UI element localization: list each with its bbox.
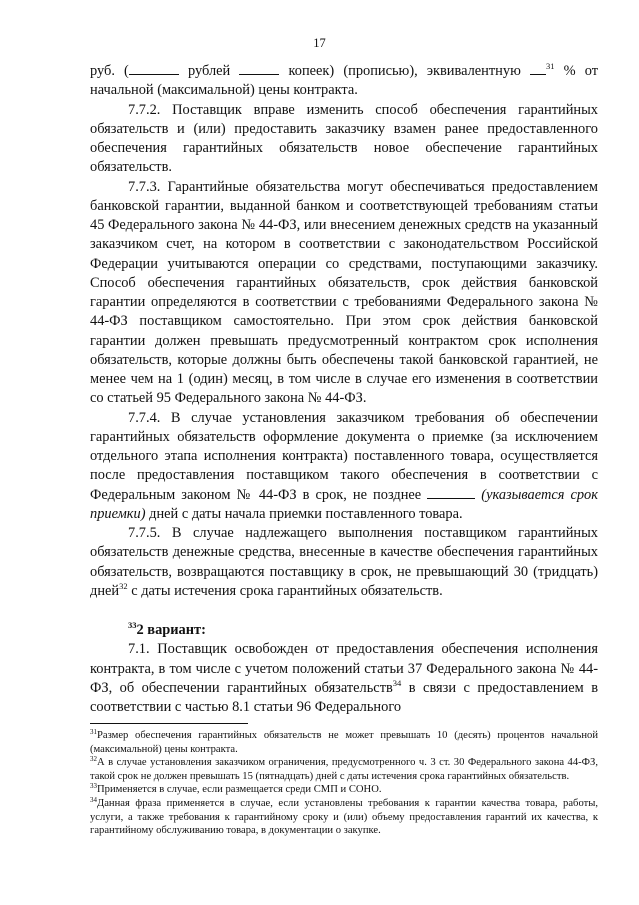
- footnote-ref-33: 33: [128, 620, 137, 630]
- text-rub: руб. (: [90, 63, 129, 79]
- footnote-text: Применяется в случае, если размещается среди СМП и СОНО.: [97, 784, 382, 796]
- blank-kopecks: [239, 73, 279, 75]
- text-rubles: рублей: [178, 63, 240, 79]
- text-percent-of-price: % от начальной (максимальной) цены контракта.: [90, 63, 598, 99]
- footnote-separator: [90, 723, 248, 724]
- footnote-number: 34: [90, 795, 97, 804]
- paragraph-7-7-4: [90, 409, 598, 525]
- text-7-7-4-end: дней с даты начала приемки поставленного товара.: [145, 505, 463, 522]
- text-acceptance-term-hint: (указывается срок приемки): [90, 486, 598, 522]
- text-7-1-end: в связи с предоставлением в соответствии с частью 8.1 статьи 96 Федерального: [90, 679, 598, 715]
- footnote-ref-34: 34: [392, 677, 402, 688]
- footnote-text: Данная фраза применяется в случае, если установлены требования к гарантии качества товара, работы, услуги, а также требования к гарантийному сроку и (или) объему предоставления гарантий их качества, к гарантийному обслуживанию товара, в документации о закупке.: [90, 797, 598, 837]
- text-7-7-5-main: 7.7.5. В случае надлежащего выполнения поставщиком гарантийных обязательств денежные средства, внесенные в качестве обеспечения гарантийных обязательств, возвращаются поставщику в срок, не превышающий 30 (тридцать) дней: [90, 525, 598, 599]
- footnote-number: 31: [90, 728, 97, 736]
- text-7-1-main: 7.1. Поставщик освобожден от предоставления обеспечения исполнения контракта, в том числе с учетом положений статьи 37 Федерального закона № 44-ФЗ, об обеспечении гарантийных обязательств: [90, 641, 598, 696]
- paragraph-7-7-3: 7.7.3. Гарантийные обязательства могут обеспечиваться предоставлением банковской гарантии, выданной банком и соответствующей требованиям статьи 45 Федерального закона № 44-ФЗ, или внесением денежных средств на указанный заказчиком счет, на котором в соответствии с законодательством Российской Федерации учитываются операции со средствами, поступающими заказчику. Способ обеспечения гарантийных обязательств, срок действия банковской гарантии определяются в соответствии с требованиями Федерального закона № 44-ФЗ поставщиком самостоятельно. При этом срок действия банковской гарантии должен превышать предусмотренный контрактом срок исполнения обязательств, которые должны быть обеспечены такой банковской гарантией, не менее чем на 1 (один) месяц, в том числе в случае его изменения в соответствии со статьей 95 Федерального закона № 44-ФЗ.: [90, 178, 598, 407]
- variant-2-title: 2 вариант:: [136, 622, 206, 638]
- footnote-ref-32: 32: [119, 580, 128, 591]
- footnote-text: А в случае установления заказчиком ограничения, предусмотренного ч. 3 ст. 30 Федерального закона 44-ФЗ, такой срок не должен превышать 15 (пятнадцать) дней с даты истечения срока гарантийных обязательств.: [90, 757, 598, 782]
- footnotes: [90, 729, 598, 838]
- footnote-33: [90, 783, 598, 797]
- footnote-number: 33: [90, 782, 97, 791]
- text-equivalent: копеек) (прописью), эквивалентную: [279, 63, 530, 79]
- footnote-31: [90, 729, 598, 756]
- footnote-text: Размер обеспечения гарантийных обязательств не может превышать 10 (десять) процентов начальной (максимальной) цены контракта.: [90, 730, 598, 755]
- paragraph-7-1: [90, 640, 598, 717]
- paragraph-7-7-2: 7.7.2. Поставщик вправе изменить способ обеспечения гарантийных обязательств и (или) предоставить заказчику взамен ранее предоставленного обеспечения гарантийных обязательств новое обеспечение гарантийных обязательств.: [90, 101, 598, 176]
- footnote-ref-31: 31: [545, 61, 555, 71]
- blank-rubles: [129, 73, 179, 75]
- text-7-7-5-end: с даты истечения срока гарантийных обязательств.: [127, 582, 443, 599]
- footnote-34: [90, 797, 598, 838]
- blank-percent: [530, 73, 546, 75]
- text-7-7-4-main: 7.7.4. В случае установления заказчиком требования об обеспечении гарантийных обязательств оформление документа о приемке (за исключением отдельного этапа исполнения контракта) поставленного товара, осуществляется после предоставления поставщиком такого обеспечения в соответствии с Федеральным законом № 44-ФЗ в срок, не позднее: [90, 409, 598, 503]
- footnote-number: 32: [90, 755, 97, 764]
- paragraph-price-continuation: [90, 62, 598, 101]
- paragraph-7-7-5: [90, 524, 598, 601]
- page-number: 17: [313, 36, 326, 50]
- blank-acceptance-term: [427, 497, 475, 499]
- footnote-32: [90, 756, 598, 783]
- variant-2-heading: [90, 621, 598, 640]
- document-body: [90, 62, 598, 717]
